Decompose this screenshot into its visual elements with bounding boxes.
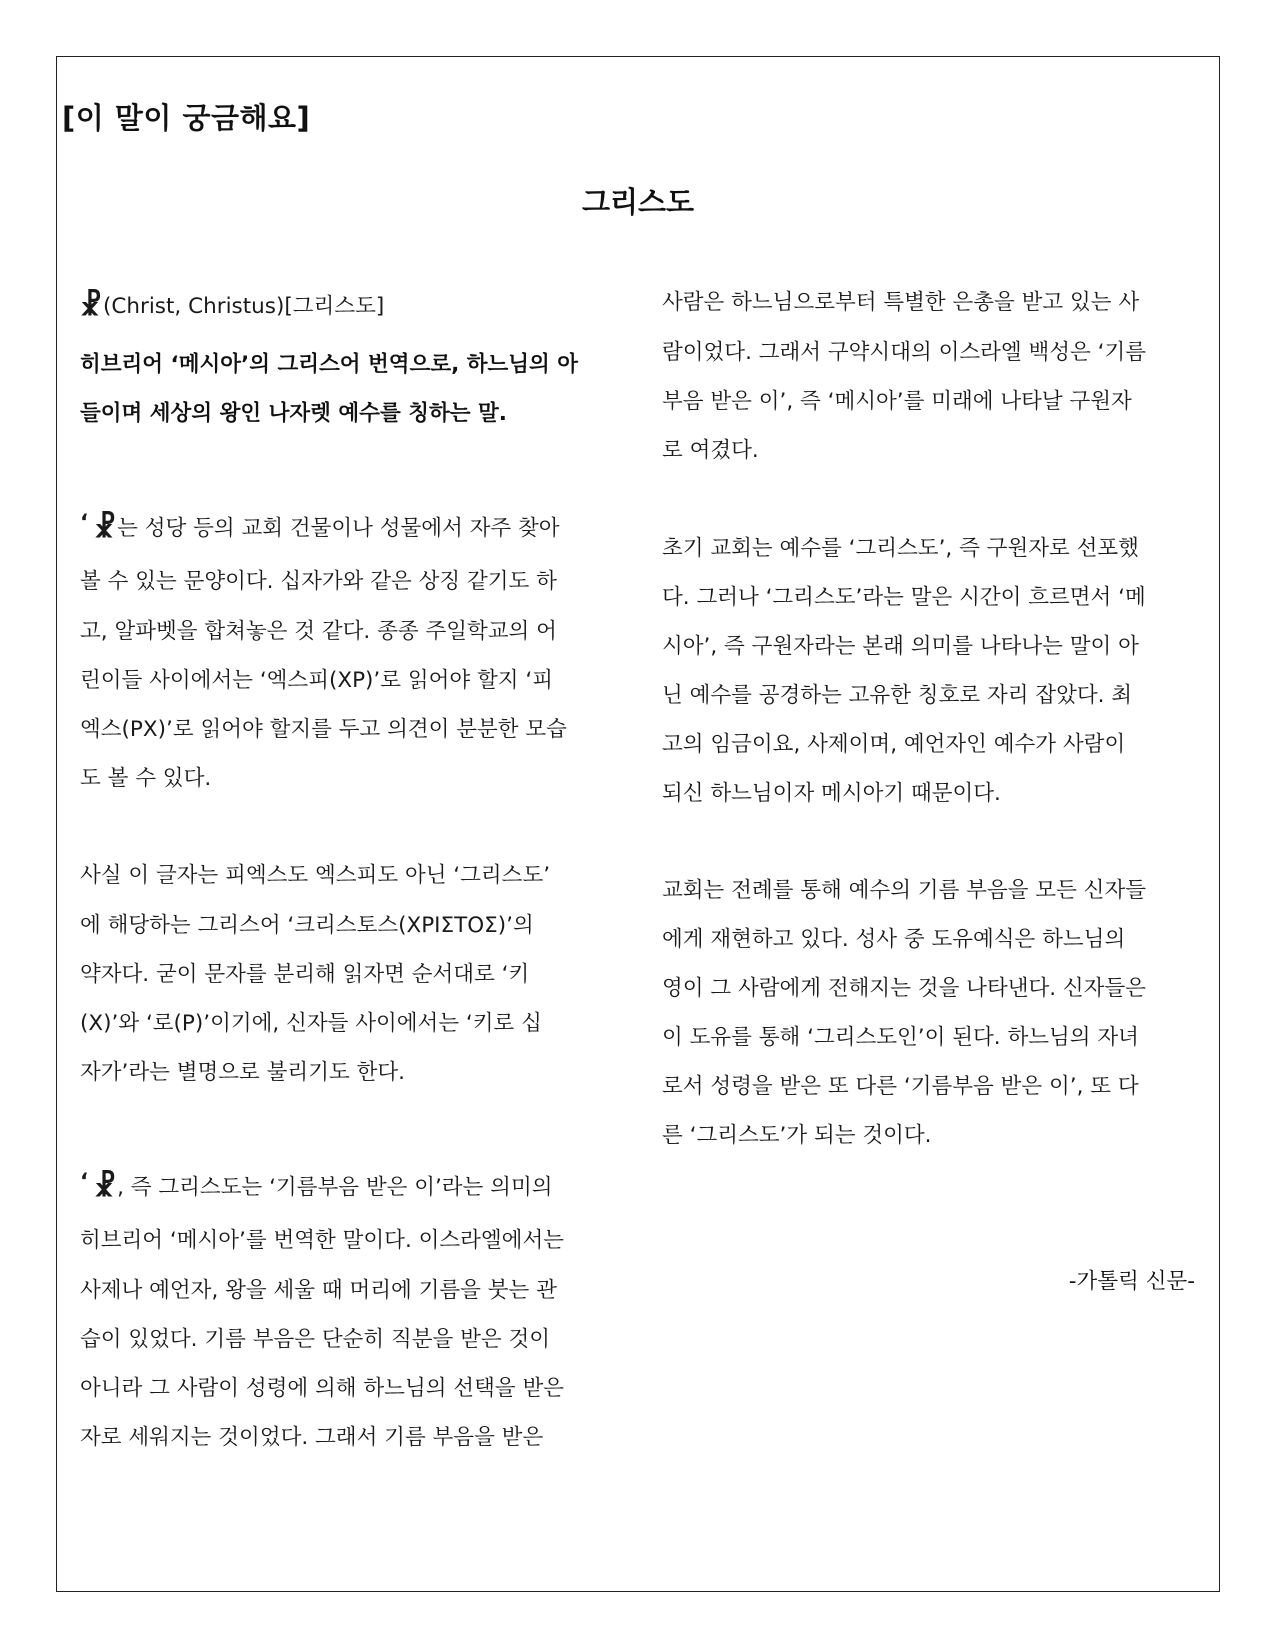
paragraph-line: 히브리어 ‘메시아’를 번역한 말이다. 이스라엘에서는 — [80, 1228, 564, 1253]
paragraph-line: 사람은 하느님으로부터 특별한 은총을 받고 있는 사 — [662, 290, 1140, 315]
paragraph-line: 자가’라는 별명으로 불리기도 한다. — [80, 1060, 405, 1085]
paragraph-line: 사제나 예언자, 왕을 세울 때 머리에 기름을 붓는 관 — [80, 1278, 557, 1303]
paragraph-line: 볼 수 있는 문양이다. 십자가와 같은 상징 같기도 하 — [80, 569, 557, 594]
paragraph-line: 엑스(PX)’로 읽어야 할지를 두고 의견이 분분한 모습 — [80, 717, 567, 742]
paragraph-line: 초기 교회는 예수를 ‘그리스도’, 즉 구원자로 선포했 — [662, 536, 1139, 561]
paragraph-text: 는 성당 등의 교회 건물이나 성물에서 자주 찾아 — [117, 516, 560, 541]
paragraph-line: 되신 하느님이자 메시아기 때문이다. — [662, 781, 1001, 806]
paragraph-line: 린이들 사이에서는 ‘엑스피(XP)’로 읽어야 할지 ‘피 — [80, 668, 553, 693]
definition-line: 히브리어 ‘메시아’의 그리스어 번역으로, 하느님의 아 — [80, 352, 579, 377]
definition-line: 들이며 세상의 왕인 나자렛 예수를 칭하는 말. — [80, 401, 507, 426]
paragraph-line: 른 ‘그리스도’가 되는 것이다. — [662, 1123, 932, 1148]
paragraph-line: 습이 있었다. 기름 부음은 단순히 직분을 받은 것이 — [80, 1327, 551, 1352]
paragraph-line: 다. 그러나 ‘그리스도’라는 말은 시간이 흐르면서 ‘메 — [662, 585, 1146, 610]
paragraph-line: 람이었다. 그래서 구약시대의 이스라엘 백성은 ‘기름 — [662, 340, 1146, 365]
paragraph-line: 교회는 전례를 통해 예수의 기름 부음을 모든 신자들 — [662, 878, 1146, 903]
chi-rho-symbol: ☧ — [94, 1170, 117, 1203]
paragraph-line: 도 볼 수 있다. — [80, 766, 212, 791]
paragraph-line: 고, 알파벳을 합쳐놓은 것 같다. 종종 주일학교의 어 — [80, 619, 557, 644]
chi-rho-symbol: ☧ — [94, 511, 117, 544]
paragraph-line: 에 해당하는 그리스어 ‘크리스토스(ΧΡΙΣΤΟΣ)’의 — [80, 913, 534, 938]
paragraph-line: 이 도유를 통해 ‘그리스도인’이 된다. 하느님의 자녀 — [662, 1025, 1139, 1050]
paragraph-line: 닌 예수를 공경하는 고유한 칭호로 자리 잡았다. 최 — [662, 683, 1133, 708]
paragraph-line: 로서 성령을 받은 또 다른 ‘기름부음 받은 이’, 또 다 — [662, 1074, 1139, 1099]
paragraph-first-line — [80, 1168, 552, 1202]
paragraph-first-line — [80, 509, 560, 543]
page-title: 그리스도 — [581, 185, 695, 219]
paragraph-line: 사실 이 글자는 피엑스도 엑스피도 아닌 ‘그리스도’ — [80, 863, 551, 888]
paragraph-line: 고의 임금이요, 사제이며, 예언자인 예수가 사람이 — [662, 732, 1126, 757]
paragraph-text: , 즉 그리스도는 ‘기름부음 받은 이’라는 의미의 — [117, 1175, 553, 1200]
term-label: (Christ, Christus)[그리스도] — [102, 294, 385, 319]
page-border — [56, 56, 1220, 1592]
paragraph-line: 로 여겼다. — [662, 438, 759, 463]
chi-rho-symbol: ☧ — [80, 289, 102, 322]
term-heading — [80, 289, 385, 322]
paragraph-line: 부음 받은 이’, 즉 ‘메시아’를 미래에 나타날 구원자 — [662, 389, 1132, 414]
section-tag: [이 말이 궁금해요] — [62, 101, 311, 135]
paragraph-line: 시아’, 즉 구원자라는 본래 의미를 나타나는 말이 아 — [662, 634, 1139, 659]
open-quote: ‘ — [80, 510, 89, 535]
source-signature: -가톨릭 신문- — [1068, 1269, 1195, 1294]
paragraph-line: 아니라 그 사람이 성령에 의해 하느님의 선택을 받은 — [80, 1376, 564, 1401]
paragraph-line: 에게 재현하고 있다. 성사 중 도유예식은 하느님의 — [662, 927, 1126, 952]
paragraph-line: 영이 그 사람에게 전해지는 것을 나타낸다. 신자들은 — [662, 976, 1146, 1001]
paragraph-line: 자로 세워지는 것이었다. 그래서 기름 부음을 받은 — [80, 1425, 544, 1450]
paragraph-line: 약자다. 굳이 문자를 분리해 읽자면 순서대로 ‘키 — [80, 962, 530, 987]
open-quote: ‘ — [80, 1169, 89, 1194]
paragraph-line: (Χ)’와 ‘로(Ρ)’이기에, 신자들 사이에서는 ‘키로 십 — [80, 1011, 542, 1036]
